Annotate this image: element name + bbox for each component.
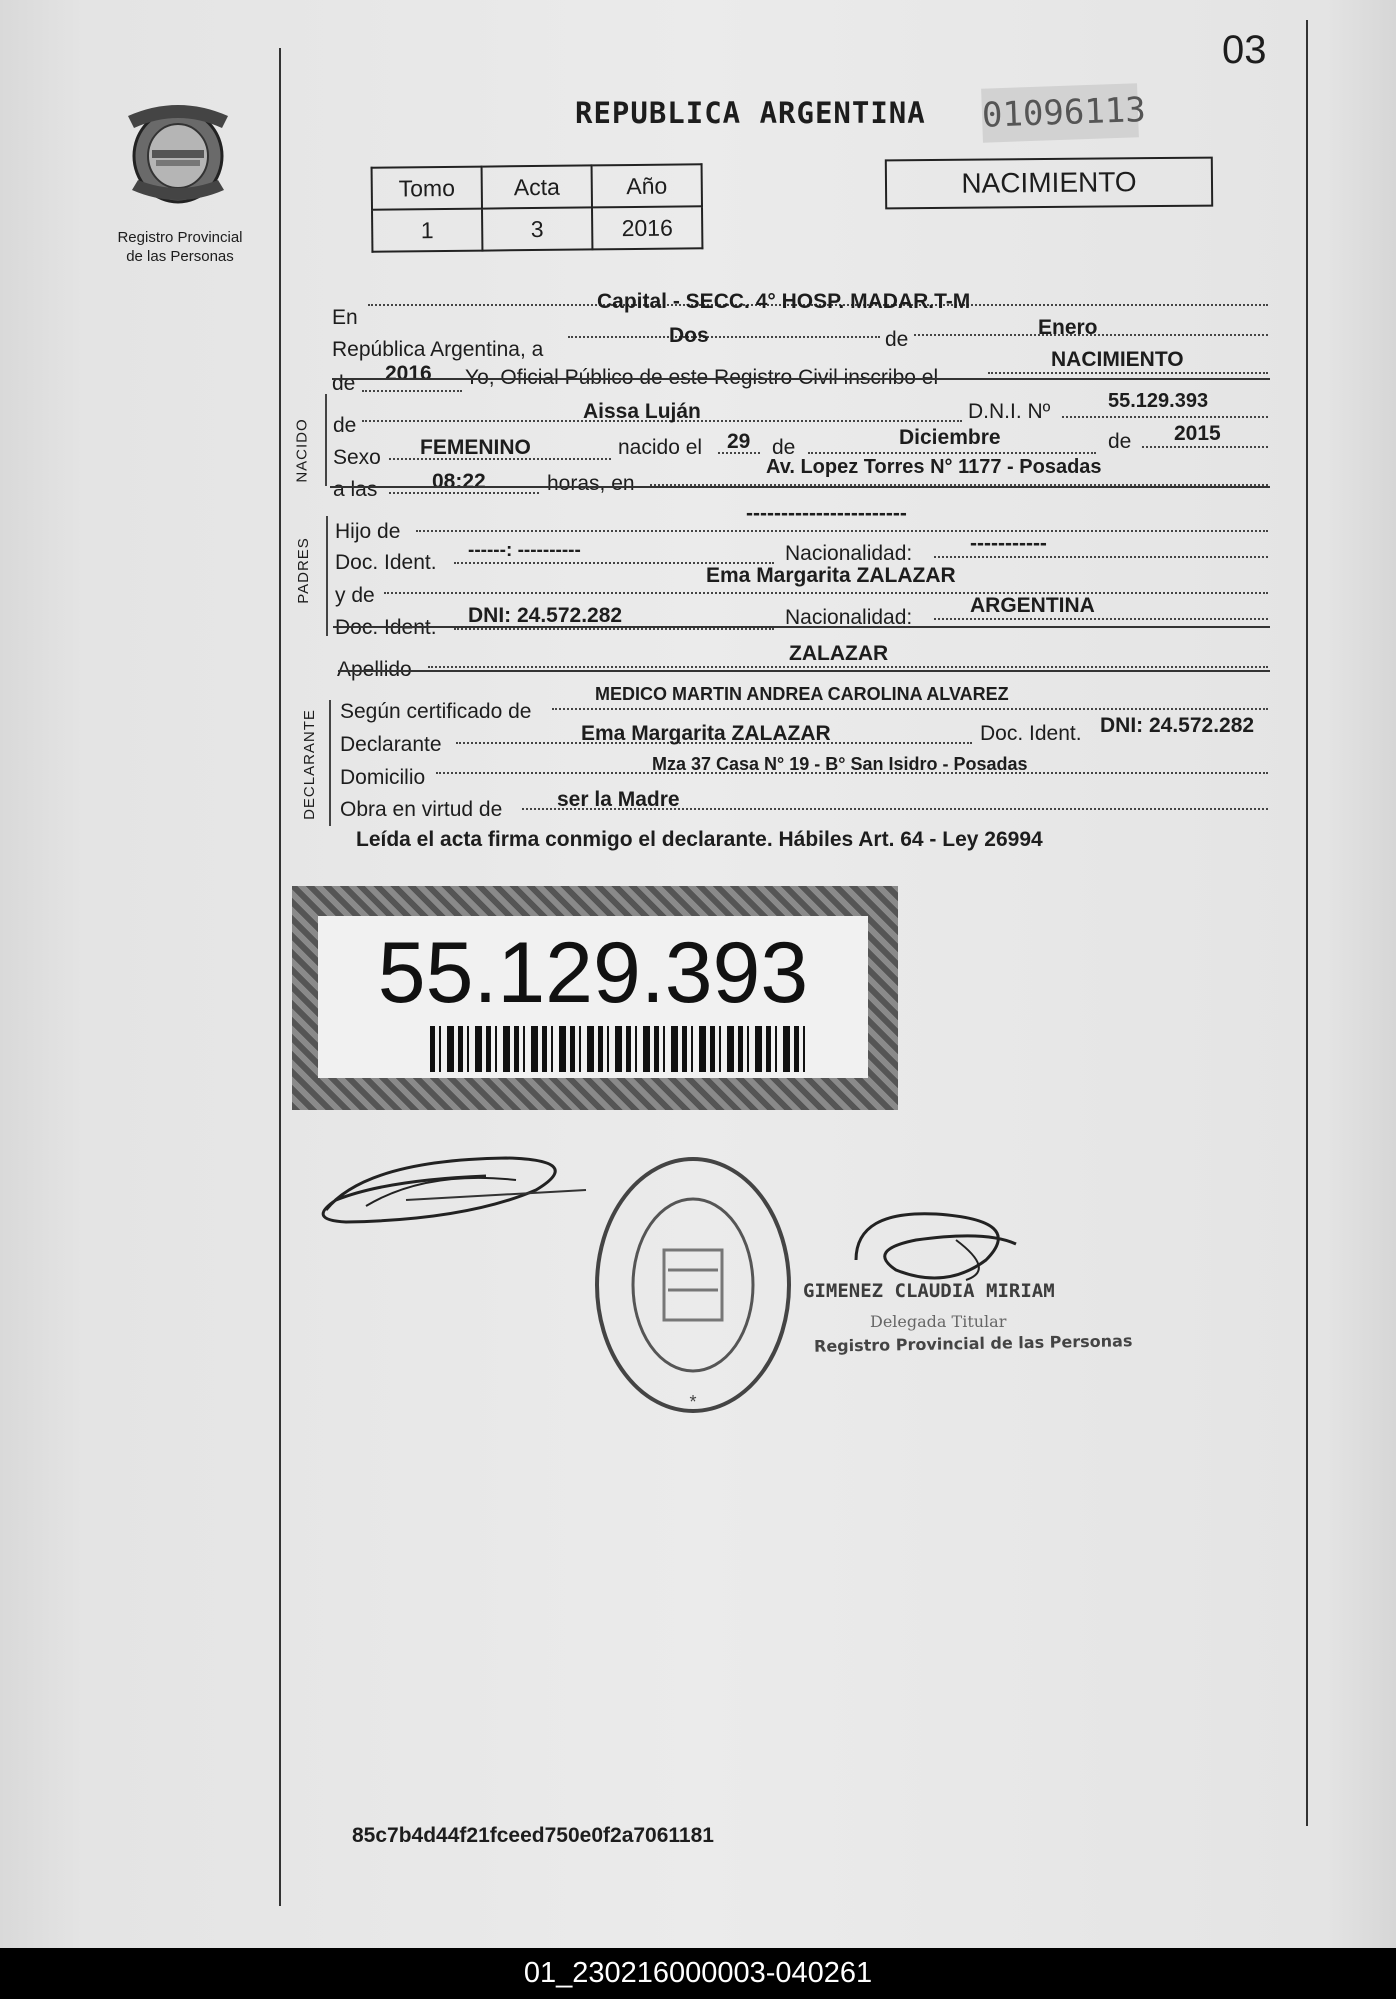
father-nationality: ----------- <box>970 532 1047 555</box>
child-dni: 55.129.393 <box>1108 390 1209 412</box>
y-de-label: y de <box>335 584 375 607</box>
apellido-value: ZALAZAR <box>789 642 889 665</box>
nacido-bracket <box>325 394 327 486</box>
birth-year: 2015 <box>1174 422 1221 445</box>
ano-value: 2016 <box>592 206 702 249</box>
inscribo-line <box>988 372 1268 374</box>
birth-month-line <box>808 452 1096 454</box>
year-line <box>362 390 462 392</box>
horas-label: horas, en <box>547 472 635 495</box>
declarante-name: Ema Margarita ZALAZAR <box>581 722 831 745</box>
registry-line-2: de las Personas <box>126 248 234 265</box>
dni-label: D.N.I. Nº <box>968 400 1051 423</box>
mother-nationality: ARGENTINA <box>970 594 1095 617</box>
footer-id: 01_230216000003-040261 <box>0 1948 1396 1999</box>
declarant-signature-icon <box>306 1140 606 1250</box>
place-value: Capital - SECC. 4° HOSP. MADAR.T-M <box>597 290 971 313</box>
father-line <box>416 530 1268 532</box>
left-margin-line <box>279 48 281 1906</box>
acta-value: 3 <box>482 207 592 250</box>
nacionalidad-label-father: Nacionalidad: <box>785 542 913 565</box>
mother-name: Ema Margarita ZALAZAR <box>706 564 956 587</box>
page-number: 03 <box>1222 28 1267 72</box>
tomo-header: Tomo <box>372 167 482 210</box>
padres-divider <box>333 626 1270 628</box>
dni-line <box>1062 416 1268 418</box>
sexo-value: FEMENINO <box>420 436 531 459</box>
birth-time: 08:22 <box>432 470 486 493</box>
record-type-box: NACIMIENTO <box>885 157 1213 210</box>
ano-header: Año <box>592 164 702 207</box>
padres-section-label: PADRES <box>294 537 312 604</box>
svg-text:*: * <box>689 1392 697 1412</box>
birth-place: Av. Lopez Torres N° 1177 - Posadas <box>766 456 1102 478</box>
document-hash: 85c7b4d44f21fceed750e0f2a7061181 <box>352 1824 714 1847</box>
domicilio-label: Domicilio <box>340 766 426 789</box>
declarante-doc: DNI: 24.572.282 <box>1100 714 1255 737</box>
official-role: Delegada Titular <box>870 1312 1007 1331</box>
tomo-acta-ano-table <box>371 163 704 252</box>
mother-doc-line <box>454 628 774 630</box>
declarante-bracket <box>329 700 331 826</box>
birth-day: 29 <box>727 430 751 453</box>
certificado-value: MEDICO MARTIN ANDREA CAROLINA ALVAREZ <box>595 684 1009 704</box>
official-office: Registro Provincial de las Personas <box>813 1331 1133 1356</box>
apellido-line <box>428 666 1268 668</box>
nacido-de-label: de <box>333 414 357 437</box>
mother-nat-line <box>934 618 1268 620</box>
birth-year-line <box>1142 446 1268 448</box>
de-label-1: de <box>885 328 909 351</box>
day-value: Dos <box>669 324 709 347</box>
day-line <box>568 336 880 338</box>
nacionalidad-label-mother: Nacionalidad: <box>785 606 913 629</box>
nacido-section-label: NACIDO <box>293 418 311 483</box>
father-name: ----------------------- <box>746 502 907 525</box>
en-label: En <box>332 306 358 329</box>
registry-seal-icon <box>588 1150 798 1420</box>
declarante-section-label: DECLARANTE <box>300 709 318 820</box>
hijo-label: Hijo de <box>335 520 401 543</box>
sexo-label: Sexo <box>333 446 381 469</box>
doc-label-father: Doc. Ident. <box>335 551 437 574</box>
doc-label-mother: Doc. Ident. <box>335 616 437 639</box>
birth-month: Diciembre <box>899 426 1001 449</box>
page-title: REPUBLICA ARGENTINA <box>575 96 926 130</box>
obra-value: ser la Madre <box>557 788 680 811</box>
padres-bracket <box>326 516 328 636</box>
apellido-divider <box>338 670 1270 672</box>
acta-header: Acta <box>482 165 592 208</box>
dni-sticker-number: 55.129.393 <box>377 925 809 1021</box>
barcode-icon <box>430 1026 810 1072</box>
obra-label: Obra en virtud de <box>340 798 503 821</box>
apellido-label: Apellido <box>337 658 412 681</box>
intro-divider <box>332 378 1270 380</box>
de-label-3: de <box>772 436 796 459</box>
year-value: 2016 <box>385 362 432 385</box>
serial-number-stamp: 01096113 <box>981 83 1139 142</box>
certificado-label: Según certificado de <box>340 700 532 723</box>
inscribo-value: NACIMIENTO <box>1051 348 1184 371</box>
month-value: Enero <box>1038 316 1098 339</box>
nacido-divider <box>330 486 1270 488</box>
registry-line-1: Registro Provincial <box>117 229 243 246</box>
provincia-misiones-shield-icon <box>118 98 238 208</box>
dni-sticker <box>292 886 898 1110</box>
de-label-2: de <box>332 372 356 395</box>
leida-statement: Leída el acta firma conmigo el declarante. Hábiles Art. 64 - Ley 26994 <box>356 828 1043 851</box>
declarante-label: Declarante <box>340 733 442 756</box>
declarante-doc-label: Doc. Ident. <box>980 722 1082 745</box>
mother-doc: DNI: 24.572.282 <box>468 604 623 627</box>
right-margin-line <box>1306 20 1308 1826</box>
tomo-value: 1 <box>372 209 482 252</box>
dni-sticker-panel <box>318 916 868 1078</box>
certificado-line <box>552 708 1268 710</box>
republica-label: República Argentina, a <box>332 338 544 361</box>
child-name: Aissa Luján <box>583 400 701 423</box>
nacido-el-label: nacido el <box>618 436 703 459</box>
de-label-4: de <box>1108 430 1132 453</box>
a-las-label: a las <box>333 478 378 501</box>
domicilio-value: Mza 37 Casa N° 19 - B° San Isidro - Posadas <box>652 754 1028 774</box>
official-name: GIMENEZ CLAUDIA MIRIAM <box>803 1280 1055 1302</box>
mother-line <box>384 592 1268 594</box>
yo-text: Yo, Oficial Público de este Registro Civil inscribo el <box>465 366 939 389</box>
father-nat-line <box>934 556 1268 558</box>
father-doc: ------: ---------- <box>468 540 581 561</box>
registry-name <box>100 228 260 266</box>
